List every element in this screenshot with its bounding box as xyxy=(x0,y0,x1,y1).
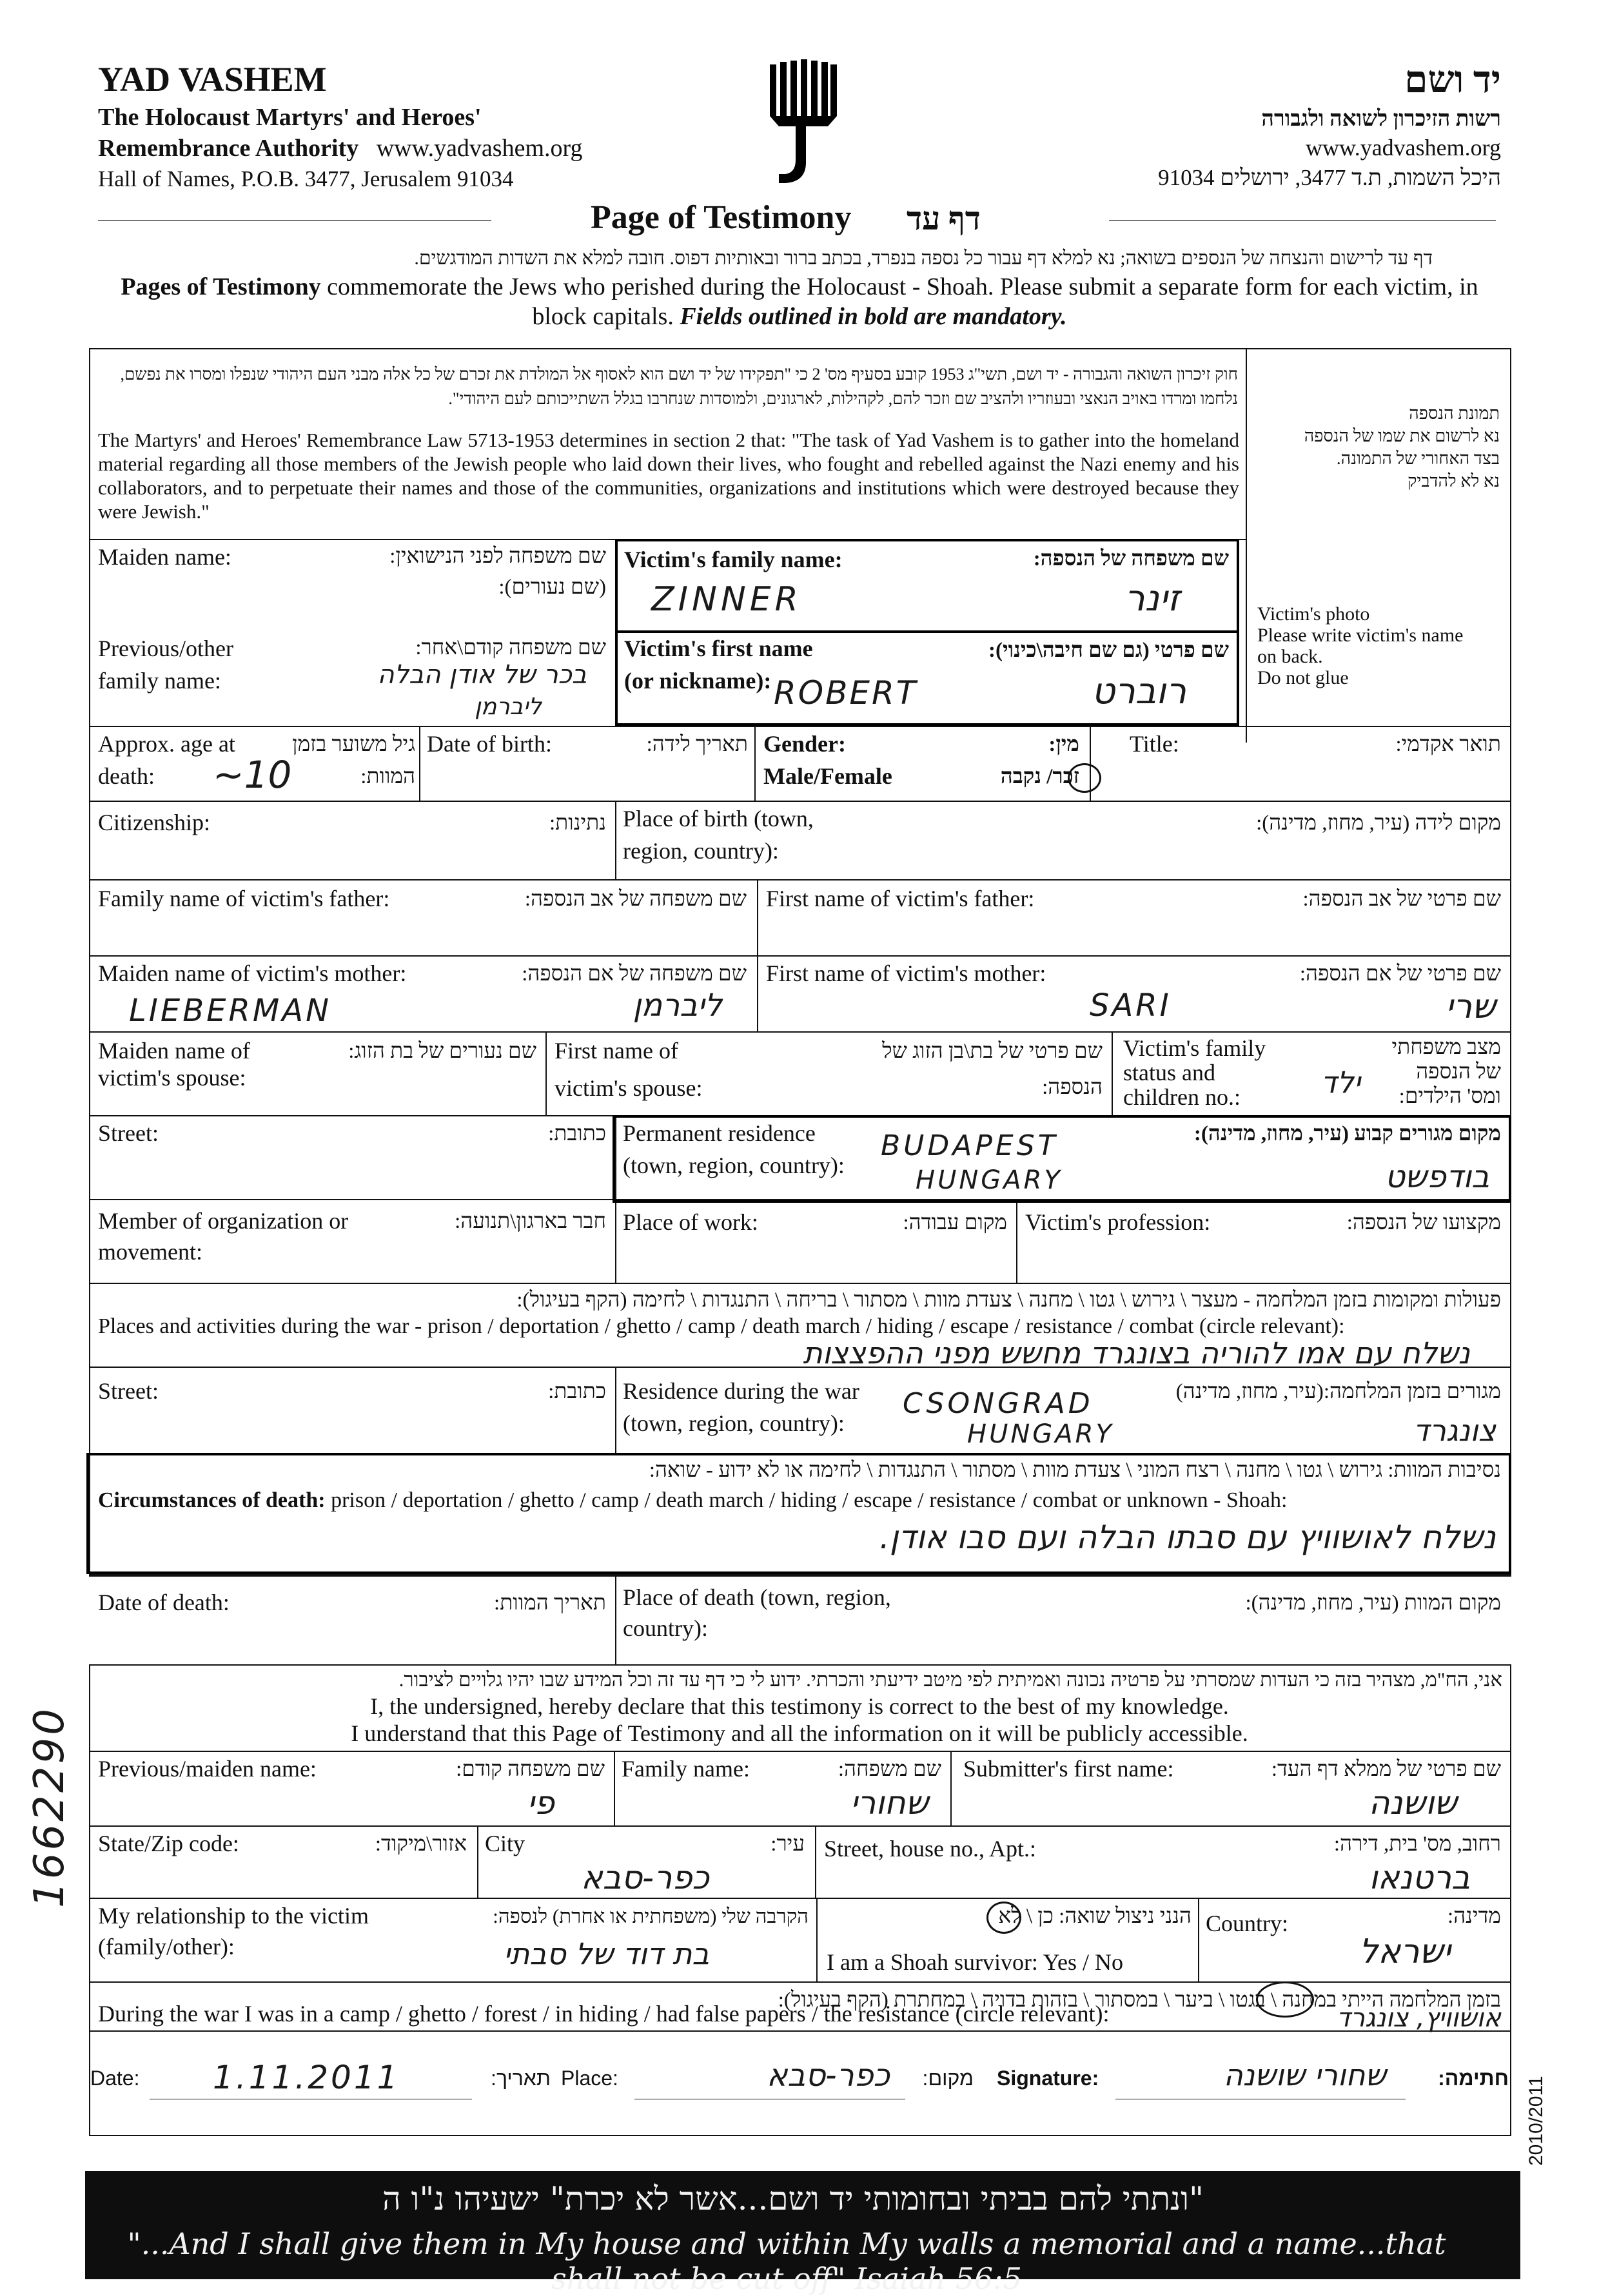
vline-spouse-2 xyxy=(1112,1031,1113,1115)
intro-en xyxy=(110,272,1489,331)
vline-citizenship xyxy=(615,801,616,879)
family-name-value[interactable]: ZINNER xyxy=(651,580,802,619)
war-res-label-he: מגורים בזמן המלחמה:(עיר, מחוז, מדינה) xyxy=(1175,1380,1501,1403)
sub-country-label-he: מדינה: xyxy=(1447,1905,1501,1928)
sub-street-label-he: רחוב, מס' בית, דירה: xyxy=(1333,1833,1501,1856)
first-name-label-he: שם פרטי (גם שם חיבה\כינוי): xyxy=(988,639,1229,662)
perm-res-label-1: Permanent residence xyxy=(623,1120,816,1146)
photo-en-2: Please write victim's name xyxy=(1257,625,1464,646)
sub-family-label-he: שם משפחה: xyxy=(838,1758,941,1781)
street-label: Street: xyxy=(98,1120,159,1146)
death-circ-label-en xyxy=(98,1486,1287,1515)
authority-en-2-text: Remembrance Authority xyxy=(98,135,359,162)
war-res-value-1[interactable]: CSONGRAD xyxy=(903,1387,1094,1420)
war-res-label-2: (town, region, country): xyxy=(623,1410,845,1436)
spouse-maiden-label-1: Maiden name of xyxy=(98,1038,250,1064)
sub-relation-label-2: (family/other): xyxy=(98,1934,235,1960)
family-name-label: Victim's family name: xyxy=(624,547,843,572)
sub-street-label: Street, house no., Apt.: xyxy=(824,1836,1036,1862)
footer-quote-en: "...And I shall give them in My house and within My walls a memorial and a name...that shall not be cut off" Isaiah 56:5 xyxy=(127,2226,1446,2296)
maiden-name-label: Maiden name: xyxy=(98,544,231,570)
photo-divider xyxy=(1246,348,1247,743)
first-name-value[interactable]: ROBERT xyxy=(774,674,918,712)
first-name-label-1: Victim's first name xyxy=(624,636,813,661)
death-circ-label-bold: Circumstances of death: xyxy=(98,1488,326,1512)
member-label-2: movement: xyxy=(98,1239,202,1265)
sub-date-value[interactable]: 1.11.2011 xyxy=(213,2059,400,2096)
stamp-number: 1662290 xyxy=(26,1706,74,1908)
status-label-he-2: של הנספה xyxy=(1416,1060,1501,1084)
spouse-first-label-he-1: שם פרטי של בת\בן הזוג של xyxy=(882,1040,1103,1063)
sub-war-label-en: During the war I was in a camp / ghetto / forest / in hiding / had false papers / the resistance (circle relevant): xyxy=(98,2001,1110,2027)
status-value-he[interactable]: ילד xyxy=(1320,1065,1360,1100)
org-name-he: יד ושם xyxy=(1404,59,1501,101)
sub-vline-1 xyxy=(614,1751,615,1825)
row-line-5 xyxy=(89,955,1510,957)
sub-first-value-he[interactable]: שושנה xyxy=(1368,1784,1457,1822)
status-label-2: status and xyxy=(1123,1060,1215,1085)
father-first-label: First name of victim's father: xyxy=(766,886,1035,911)
death-circ-value-he[interactable]: נשלח לאושוויץ עם סבתו הבלה ועם סבו אודן. xyxy=(879,1519,1496,1556)
pob-label-2: region, country): xyxy=(623,838,779,864)
sub-city-label: City xyxy=(485,1831,525,1856)
org-name-en: YAD VASHEM xyxy=(98,60,327,99)
sub-war-label-he: בזמן המלחמה הייתי במחנה \ בגטו \ ביער \ במסתור \ בזהות בדויה \ במחתרת (הקף בעיגול): xyxy=(778,1989,1501,2012)
sub-prev-name-value-he[interactable]: פי xyxy=(527,1784,554,1822)
spouse-first-label-he-2: הנספה: xyxy=(1042,1076,1103,1099)
status-label-1: Victim's family xyxy=(1123,1035,1266,1061)
declaration-en-2: I understand that this Page of Testimony and all the information on it will be publicly accessible. xyxy=(351,1720,1248,1746)
sub-war-value-he[interactable]: אושוויץ, צונגרד xyxy=(1336,2003,1501,2033)
vline-dob xyxy=(754,726,756,801)
page-title: Page of Testimony xyxy=(591,199,852,236)
sub-zip-label-he: אזור\מיקוד: xyxy=(375,1833,467,1856)
menorah-logo xyxy=(766,59,838,188)
citizenship-label-he: נתינות: xyxy=(549,812,606,835)
mother-maiden-value-he[interactable]: ליברמן xyxy=(633,987,722,1024)
sub-vline-3 xyxy=(477,1825,478,1898)
sub-city-label-he: עיר: xyxy=(770,1833,805,1856)
title-label-he: תואר אקדמי: xyxy=(1395,733,1501,756)
declaration-he: אני, הח"מ, מצהיר בזה כי העדות שמסרתי על פרטיה נכונה ואמיתית לפי מיטב ידיעתי והכרתי. ידוע לי כי דף עד זה וכל המידע שבו יהיו גלויים לציבור. xyxy=(398,1668,1502,1691)
father-first-label-he: שם פרטי של אב הנספה: xyxy=(1302,888,1501,911)
pod-label-he: מקום המוות (עיר, מחוז, מדינה): xyxy=(1245,1591,1501,1615)
sub-survivor-yes-circle[interactable] xyxy=(986,1902,1021,1934)
row-line-3 xyxy=(89,801,1510,802)
sub-prev-name-label: Previous/maiden name: xyxy=(98,1756,317,1782)
first-name-value-he[interactable]: רוברט xyxy=(1091,670,1186,712)
sub-first-label: Submitter's first name: xyxy=(963,1756,1174,1782)
intro-en-bold: Pages of Testimony xyxy=(121,273,321,300)
sub-vline-2 xyxy=(950,1751,952,1825)
vline-spouse-1 xyxy=(545,1031,547,1115)
vline-death xyxy=(615,1574,616,1664)
declaration-en-1: I, the undersigned, hereby declare that this testimony is correct to the best of my knowledge. xyxy=(370,1693,1229,1719)
activities-label-en: Places and activities during the war - prison / deportation / ghetto / camp / death march / hiding / escape / resistance / combat (circle relevant): xyxy=(98,1314,1345,1338)
sub-signature-label: Signature: xyxy=(997,2067,1099,2090)
age-label-he-2: המוות: xyxy=(360,765,415,788)
sub-vline-4 xyxy=(815,1825,816,1898)
authority-he: רשות הזיכרון לשואה ולגבורה xyxy=(1261,107,1501,131)
vline-street2 xyxy=(615,1367,616,1453)
sub-first-label-he: שם פרטי של ממלא דף העד: xyxy=(1271,1758,1501,1781)
family-name-value-he[interactable]: זינר xyxy=(1124,578,1180,619)
sub-relation-value-he[interactable]: בת דוד של סבתי xyxy=(503,1936,709,1971)
mother-maiden-label-he: שם משפחה של אם הנספה: xyxy=(522,962,747,986)
dob-label: Date of birth: xyxy=(427,731,552,757)
perm-res-value-he[interactable]: בודפשט xyxy=(1384,1159,1489,1195)
row-line-4 xyxy=(89,879,1510,880)
sub-country-label: Country: xyxy=(1206,1911,1289,1936)
death-circ-label-text: prison / deportation / ghetto / camp / death march / hiding / escape / resistance / combat or unknown - Shoah: xyxy=(325,1488,1288,1512)
sub-street-value-he[interactable]: ברטנאו xyxy=(1369,1859,1470,1896)
sub-signature-label-he: חתימה: xyxy=(1438,2067,1509,2090)
spouse-maiden-label-2: victim's spouse: xyxy=(98,1065,246,1091)
gender-label-he-2: זכר/ נקבה xyxy=(1000,765,1079,788)
sub-family-label: Family name: xyxy=(622,1756,750,1782)
address-he: היכל השמות, ת.ד 3477, ירושלים 91034 xyxy=(1158,165,1501,190)
prev-family-label-he: שם משפחה קודם\אחר: xyxy=(415,636,606,659)
victim-name-divider xyxy=(615,630,1239,633)
row-line-6 xyxy=(89,1031,1510,1033)
sub-place-value-he[interactable]: כפר-סבא xyxy=(767,2058,890,2094)
photo-he-1: תמונת הנספה xyxy=(1409,404,1500,423)
authority-en-2 xyxy=(98,134,582,162)
law-text-he: חוק זיכרון השואה והגבורה - יד ושם, תשי"ג 1953 קובע בסעיף מס' 2 כי "תפקידו של יד ושם הוא לאסוף אל המולדת את זכרם של כל אלה מבני העם היהודי שנפלו ומסרו את נפשם, נלחמו ומרדו באויב הנאצי ובעוזריו ולהציב שם וזכר להם, לקהילות, לארגונים, ולמוסדות שנחרבו בגלל השתייכותם לעם היהודי". xyxy=(120,365,1238,408)
age-label-he-1: גיל משוער בזמן xyxy=(292,733,415,756)
prev-family-label-2: family name: xyxy=(98,668,221,694)
title-label: Title: xyxy=(1130,731,1179,757)
row-line-work xyxy=(89,1283,1510,1284)
vline-parents xyxy=(757,879,758,1031)
spouse-maiden-label-he: שם נעורים של בת הזוג: xyxy=(348,1040,536,1063)
vline-work-2 xyxy=(1016,1199,1017,1283)
father-family-label-he: שם משפחה של אב הנספה: xyxy=(524,888,747,911)
website-en: www.yadvashem.org xyxy=(376,135,583,162)
photo-he-3: בצד האחורי של התמונה. xyxy=(1336,449,1500,468)
age-label-2: death: xyxy=(98,763,155,789)
street2-label-he: כתובת: xyxy=(548,1380,606,1403)
pob-label-he: מקום לידה (עיר, מחוז, מדינה): xyxy=(1256,812,1501,835)
work-label: Place of work: xyxy=(623,1209,758,1235)
sub-place-label: Place: xyxy=(561,2067,618,2090)
photo-text-he xyxy=(1253,402,1500,492)
sub-date-label-he: תאריך: xyxy=(491,2067,551,2090)
mother-first-label-he: שם פרטי של אם הנספה: xyxy=(1299,962,1501,986)
mother-first-label: First name of victim's mother: xyxy=(766,960,1046,986)
website-he: www.yadvashem.org xyxy=(1306,135,1501,161)
member-label-1: Member of organization or xyxy=(98,1208,349,1234)
mother-first-value[interactable]: SARI xyxy=(1090,987,1172,1024)
father-family-label: Family name of victim's father: xyxy=(98,886,390,911)
activities-label-he: פעולות ומקומות בזמן המלחמה - מעצר \ גירוש \ גטו \ מחנה \ צעדת מוות \ מסתור \ בריחה \ התנגדות \ לחימה (הקף בעיגול): xyxy=(516,1289,1501,1312)
profession-label: Victim's profession: xyxy=(1025,1209,1211,1235)
pod-label-1: Place of death (town, region, xyxy=(623,1584,891,1610)
status-label-he-3: ומס' הילדים: xyxy=(1398,1085,1501,1108)
age-value[interactable]: ~10 xyxy=(213,753,292,797)
footer-quote-he: "ונתתי להם בביתי ובחומותי יד ושם...אשר לא יכרת" ישעיהו נ"ו ה xyxy=(382,2180,1204,2217)
intro-en-text: commemorate the Jews who perished during the Holocaust - Shoah. Please submit a separate form for each victim, in block capitals. xyxy=(320,273,1478,330)
perm-res-label-2: (town, region, country): xyxy=(623,1153,845,1178)
gender-label-1: Gender: xyxy=(763,731,846,757)
prev-family-value-he[interactable]: בכר של אודן הבלה xyxy=(377,660,587,690)
photo-en-1: Victim's photo xyxy=(1257,603,1370,625)
status-label-3: children no.: xyxy=(1123,1084,1241,1110)
sub-line-1 xyxy=(89,1751,1510,1752)
prev-family-value-he2[interactable]: ליברמן xyxy=(475,694,542,720)
sub-prev-name-label-he: שם משפחה קודם: xyxy=(456,1758,605,1781)
sub-place-label-he: מקום: xyxy=(922,2067,974,2090)
photo-he-4: נא לא להדביק xyxy=(1407,471,1500,491)
photo-en-3: on back. xyxy=(1257,646,1323,667)
vline-work-1 xyxy=(615,1199,616,1283)
spouse-first-label-2: victim's spouse: xyxy=(554,1075,703,1101)
law-text-en: The Martyrs' and Heroes' Remembrance Law 5713-1953 determines in section 2 that: "The task of Yad Vashem is to gather into the homeland material regarding all those members of the Jewish people who laid down their lives, who fought and rebelled against the Nazi enemy and his collaborators, and to perpetuate their names and those of the communities, organizations and institutions which were destroyed because they were Jewish." xyxy=(98,429,1239,523)
sub-country-value-he[interactable]: ישראל xyxy=(1359,1932,1451,1971)
sub-vline-5 xyxy=(816,1898,818,1981)
street2-label: Street: xyxy=(98,1378,159,1404)
pob-label-1: Place of birth (town, xyxy=(623,806,814,832)
sub-relation-label-1: My relationship to the victim xyxy=(98,1903,369,1929)
profession-label-he: מקצועו של הנספה: xyxy=(1346,1211,1501,1234)
mother-maiden-label: Maiden name of victim's mother: xyxy=(98,960,407,986)
age-label-1: Approx. age at xyxy=(98,731,235,757)
mother-maiden-value[interactable]: LIEBERMAN xyxy=(129,993,331,1029)
row-line-10 xyxy=(89,1574,1510,1575)
activities-value-he[interactable]: נשלח עם אמו להוריה בצונגרד מחשש מפני ההפצצות xyxy=(803,1336,1470,1370)
sub-relation-label-he: הקרבה שלי (משפחתית או אחרת) לנספה: xyxy=(493,1905,809,1927)
sub-date-label: Date: xyxy=(90,2067,140,2090)
sub-vline-6 xyxy=(1198,1898,1199,1981)
perm-res-value-2[interactable]: HUNGARY xyxy=(916,1165,1063,1195)
pod-label-2: country): xyxy=(623,1615,708,1641)
maiden-name-label-he: שם משפחה לפני הנישואין: xyxy=(389,545,606,568)
work-label-he: מקום עבודה: xyxy=(903,1211,1007,1234)
address-en: Hall of Names, P.O.B. 3477, Jerusalem 91034 xyxy=(98,166,514,191)
vline-age xyxy=(419,726,420,801)
war-res-value-2[interactable]: HUNGARY xyxy=(967,1419,1114,1449)
header-right-rule xyxy=(1109,220,1496,221)
first-name-label-2: (or nickname): xyxy=(624,668,772,694)
sub-survivor-en: I am a Shoah survivor: Yes / No xyxy=(827,1949,1123,1975)
sub-survivor-he: הנני ניצול שואה: כן \ לא xyxy=(998,1905,1192,1928)
spouse-first-label-1: First name of xyxy=(554,1038,678,1064)
photo-en-4: Do not glue xyxy=(1257,667,1349,688)
sub-line-3 xyxy=(89,1898,1510,1899)
sub-zip-label: State/Zip code: xyxy=(98,1831,239,1856)
gender-label-2: Male/Female xyxy=(763,763,892,789)
citizenship-label: Citizenship: xyxy=(98,810,210,835)
intro-he: דף עד לרישום והנצחה של הנספים בשואה; נא למלא דף עבור כל נספה בנפרד, בכתב ברור ובאותיות דפוס. חובה למלא את השדות המודגשים. xyxy=(414,248,1433,269)
perm-res-value-1[interactable]: BUDAPEST xyxy=(881,1129,1059,1162)
street-label-he: כתובת: xyxy=(548,1122,606,1145)
photo-text-en xyxy=(1257,603,1463,688)
photo-he-2: נא לרשום את שמו של הנספה xyxy=(1304,426,1500,445)
gender-label-he-1: מין: xyxy=(1048,733,1079,756)
sub-family-value-he[interactable]: שחורי xyxy=(850,1784,928,1822)
dod-label: Date of death: xyxy=(98,1590,230,1615)
sub-war-camp-circle[interactable] xyxy=(1256,1981,1314,2018)
member-label-he: חבר בארגון\תנועה: xyxy=(455,1210,606,1233)
authority-en-1: The Holocaust Martyrs' and Heroes' xyxy=(98,104,482,131)
header-left-rule xyxy=(98,220,491,221)
perm-res-label-he: מקום מגורים קבוע (עיר, מחוז, מדינה): xyxy=(1193,1122,1501,1145)
sub-city-value-he[interactable]: כפר-סבא xyxy=(581,1859,709,1896)
status-label-he-1: מצב משפחתי xyxy=(1391,1036,1501,1059)
row-line-2 xyxy=(89,726,1510,727)
prev-family-label-1: Previous/other xyxy=(98,636,233,661)
intro-en-mandatory: Fields outlined in bold are mandatory. xyxy=(680,303,1067,330)
maiden-name-label-he2: (שם נעורים): xyxy=(498,576,606,599)
war-res-value-he[interactable]: צונגרד xyxy=(1413,1413,1496,1448)
gender-male-circle[interactable] xyxy=(1068,763,1101,793)
dod-label-he: תאריך המוות: xyxy=(494,1591,606,1615)
page-title-he: דף עד xyxy=(907,200,981,237)
family-name-label-he: שם משפחה של הנספה: xyxy=(1033,547,1229,570)
footer-code: 2010/2011 xyxy=(1525,2076,1547,2166)
mother-first-value-he[interactable]: שרי xyxy=(1446,987,1496,1026)
dob-label-he: תאריך לידה: xyxy=(646,733,748,756)
sub-line-5 xyxy=(89,2030,1510,2032)
death-circ-label-he: נסיבות המוות: גירוש \ גטו \ מחנה \ רצח המוני \ צעדת מוות \ מסתור \ התנגדות \ לחימה או לא ידוע - שואה: xyxy=(649,1459,1501,1482)
sub-signature-value-he[interactable]: שחורי שושנה xyxy=(1223,2058,1386,2092)
sub-line-2 xyxy=(89,1825,1510,1827)
war-res-label-1: Residence during the war xyxy=(623,1378,859,1404)
